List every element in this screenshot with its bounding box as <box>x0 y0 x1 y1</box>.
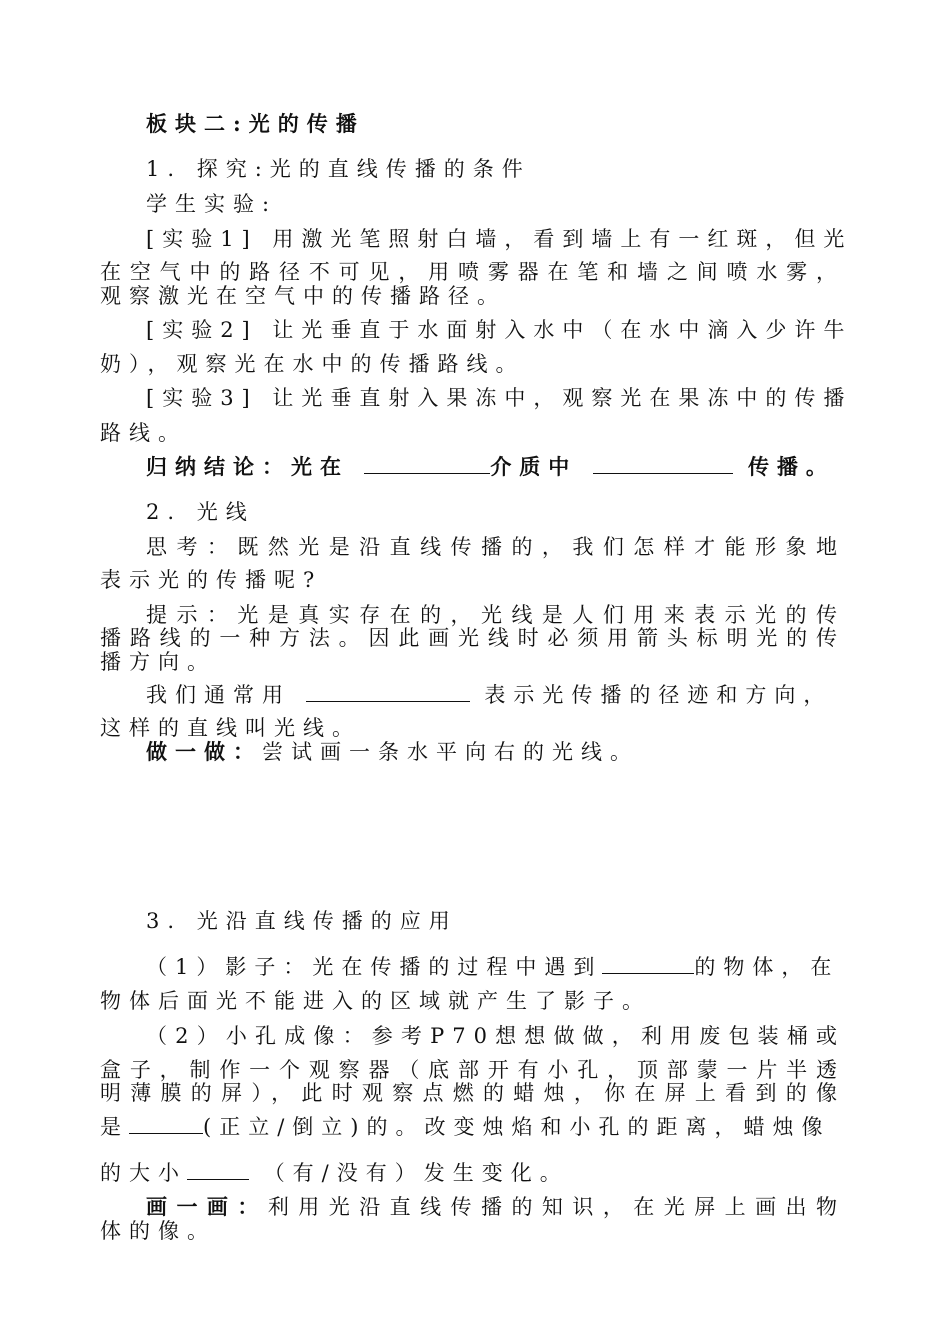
hint-line-1: 提示：光是真实存在的，光线是人们用来表示光的传 <box>146 603 845 627</box>
usage-b: 表示光传播的径迹和方向， <box>484 683 833 707</box>
blank-orientation[interactable] <box>129 1115 203 1134</box>
p2-line-2: 盒子，制作一个观察器（底部开有小孔，顶部蒙一片半透 <box>100 1058 845 1082</box>
s1-heading: 1. 探究:光的直线传播的条件 <box>146 157 531 181</box>
p2-d-b: (正立/倒立)的。改变烛焰和小孔的距离，蜡烛像 <box>203 1115 831 1139</box>
exp2-line-2: 奶），观察光在水中的传播路线。 <box>100 352 525 376</box>
p2-line-1: （2）小孔成像：参考P70想想做做，利用废包装桶或 <box>146 1024 845 1048</box>
p1-line-2: 物体后面光不能进入的区域就产生了影子。 <box>100 989 651 1013</box>
usage-a: 我们通常用 <box>146 683 291 707</box>
conclusion <box>146 455 845 479</box>
p2-d-a: 是 <box>100 1115 129 1139</box>
draw-line-2: 体的像。 <box>100 1219 216 1243</box>
exp2-line-1: [实验2] 让光垂直于水面射入水中（在水中滴入少许牛 <box>146 318 853 342</box>
s2-heading: 2. 光线 <box>146 500 255 524</box>
try-text: 尝试画一条水平向右的光线。 <box>262 740 639 764</box>
p2-line-3: 明薄膜的屏），此时观察点燃的蜡烛，你在屏上看到的像 <box>100 1081 845 1105</box>
section-title: 板块二:光的传播 <box>146 111 365 136</box>
p1-a: （1）影子：光在传播的过程中遇到 <box>146 955 603 979</box>
usage-line <box>146 683 845 707</box>
exp1-line-3: 观察激光在空气中的传播路径。 <box>100 284 506 308</box>
think-line-2: 表示光的传播呢? <box>100 568 323 592</box>
exp3-line-2: 路线。 <box>100 421 187 445</box>
exp3-line-1: [实验3] 让光垂直射入果冻中，观察光在果冻中的传播 <box>146 386 853 410</box>
conclusion-c: 传播。 <box>747 454 835 479</box>
p1-b: 的物体，在 <box>694 955 840 979</box>
hint-line-2: 播路线的一种方法。因此画光线时必须用箭头标明光的传 <box>100 626 845 650</box>
draw-text: 利用光沿直线传播的知识，在光屏上画出物 <box>267 1195 846 1219</box>
conclusion-b: 介质中 <box>490 454 578 479</box>
blank-propagation[interactable] <box>593 455 733 474</box>
hint-line-3: 播方向。 <box>100 650 216 674</box>
p1-line-1 <box>146 955 845 979</box>
s3-heading: 3. 光沿直线传播的应用 <box>146 909 458 933</box>
conclusion-a: 光在 <box>291 454 349 479</box>
p2-e-b: （有/没有）发生变化。 <box>263 1161 569 1185</box>
conclusion-label: 归纳结论： <box>146 454 291 479</box>
p2-line-4 <box>100 1115 845 1139</box>
blank-opaque[interactable] <box>602 955 694 974</box>
exp1-line-1: [实验1] 用激光笔照射白墙，看到墙上有一红斑，但光 <box>146 227 853 251</box>
try-line <box>146 740 845 764</box>
blank-line[interactable] <box>306 683 470 702</box>
usage-c: 这样的直线叫光线。 <box>100 716 361 740</box>
p2-line-5 <box>100 1161 845 1185</box>
blank-change[interactable] <box>187 1161 249 1180</box>
draw-label: 画一画： <box>146 1194 268 1219</box>
p2-e-a: 的大小 <box>100 1161 187 1185</box>
draw-line <box>146 1195 845 1219</box>
try-label: 做一做： <box>146 739 262 764</box>
s1-intro: 学生实验: <box>146 192 278 216</box>
think-line-1: 思考：既然光是沿直线传播的，我们怎样才能形象地 <box>146 535 845 559</box>
blank-medium[interactable] <box>364 455 490 474</box>
exp1-line-2: 在空气中的路径不可见，用喷雾器在笔和墙之间喷水雾， <box>100 260 845 284</box>
